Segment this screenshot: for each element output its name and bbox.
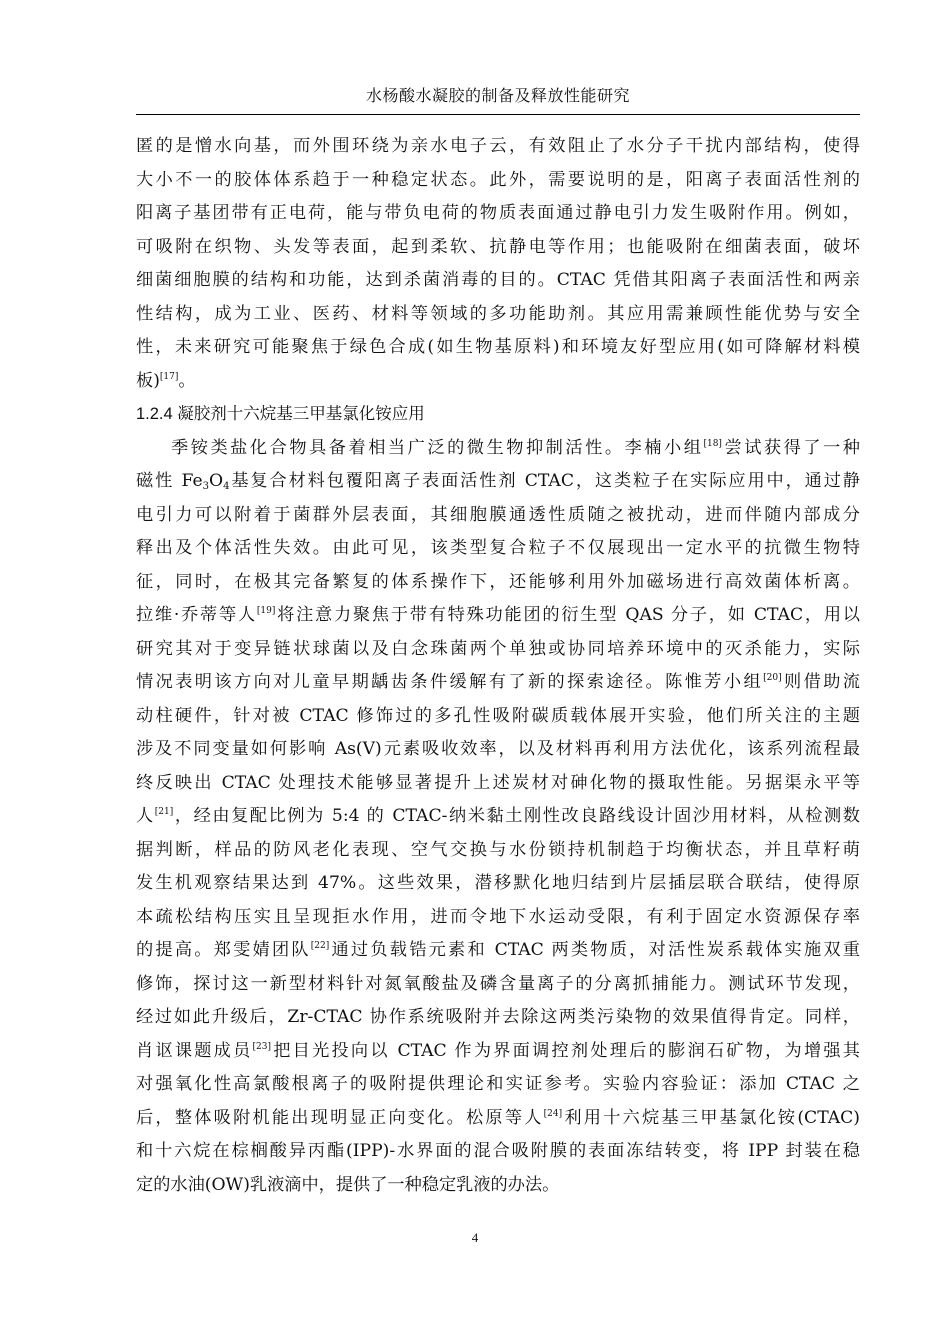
page-number: 4: [471, 1230, 479, 1245]
text-line: 性结构，成为工业、医药、材料等领域的多功能助剂。其应用需兼顾性能优势与安全: [136, 303, 860, 324]
text-line: 修饰，探讨这一新型材料针对氮氧酸盐及磷含量离子的分离抓捕能力。测试环节发现，: [136, 973, 860, 994]
text-run: 人: [136, 806, 155, 826]
text-line: [136, 599, 860, 633]
text-line: 电引力可以附着于菌群外层表面，其细胞膜通透性质随之被扰动，进而伴随内部成分: [136, 504, 860, 525]
text-line: [136, 666, 860, 700]
text-line: [136, 432, 860, 466]
text-line: 动柱硬件，针对被 CTAC 修饰过的多孔性吸附碳质载体展开实验，他们所关注的主题: [136, 705, 860, 726]
text-run: 尝试获得了一种: [721, 437, 860, 458]
text-line: 匿的是憎水向基，而外围环绕为亲水电子云，有效阻止了水分子干扰内部结构，使得: [136, 136, 860, 156]
text-line: 发生机观察结果达到 47%。这些效果，潜移默化地归结到片层插层联合联结，使得原: [136, 873, 860, 893]
citation-ref: [24]: [543, 1108, 563, 1119]
text-line: [136, 934, 860, 968]
text-line: [136, 465, 860, 499]
text-run: 将注意力聚焦于带有特殊功能团的衍生型 QAS 分子，如 CTAC，用以: [275, 605, 860, 625]
body-text: [136, 130, 860, 1202]
text-run: ，经由复配比例为 5:4 的 CTAC-纳米黏土刚性改良路线设计固沙用材料，从检测数: [173, 806, 860, 826]
text-line: 大小不一的胶体体系趋于一种稳定状态。此外，需要说明的是，阳离子表面活性剂的: [136, 169, 860, 190]
text-line: [136, 1035, 860, 1069]
text-run: 通过负载锆元素和 CTAC 两类物质，对活性炭系载体实施双重: [329, 940, 860, 960]
text-line: 细菌细胞膜的结构和功能，达到杀菌消毒的目的。CTAC 凭借其阳离子表面活性和两亲: [136, 270, 860, 290]
text-run: 板): [136, 370, 160, 391]
text-run: 后，整体吸附机能出现明显正向变化。松原等人: [136, 1107, 544, 1128]
text-line: 经过如此升级后，Zr-CTAC 协作系统吸附并去除这两类污染物的效果值得肯定。同样，: [136, 1007, 860, 1027]
text-line: 研究其对于变异链状球菌以及白念珠菌两个单独或协同培养环境中的灭杀能力，实际: [136, 638, 860, 659]
citation-ref: [22]: [310, 941, 330, 951]
text-line: 和十六烷在棕榈酸异丙酯(IPP)-水界面的混合吸附膜的表面冻结转变，将 IPP 封装在稳: [136, 1141, 860, 1161]
text-line: [136, 800, 860, 834]
text-line: [136, 1102, 860, 1136]
citation-ref: [21]: [154, 807, 174, 817]
text-run: 基复合材料包覆阳离子表面活性剂 CTAC，这类粒子在实际应用中，通过静: [229, 471, 860, 491]
citation-ref: [18]: [703, 438, 722, 449]
text-run: 把目光投向以 CTAC 作为界面调控剂处理后的膨润石矿物，为增强其: [271, 1040, 860, 1061]
subscript: 3: [202, 481, 210, 492]
text-line: [136, 365, 860, 399]
text-line: 阳离子基团带有正电荷，能与带负电荷的物质表面通过静电引力发生吸附作用。例如，: [136, 203, 860, 223]
text-line: 本疏松结构压实且呈现拒水作用，进而令地下水运动受限，有利于固定水资源保存率: [136, 906, 860, 927]
subscript: 4: [223, 481, 230, 492]
citation-ref: [23]: [252, 1041, 272, 1052]
text-line: 释出及个体活性失效。由此可见，该类型复合粒子不仅展现出一定水平的抗微生物特: [136, 538, 860, 558]
text-run: 磁性 Fe: [136, 471, 203, 491]
text-run: 利用十六烷基三甲基氯化铵(CTAC): [562, 1107, 860, 1128]
text-line: 涉及不同变量如何影响 As(V)元素吸收效率，以及材料再利用方法优化，该系列流程最: [136, 739, 860, 759]
text-line: 据判断，样品的防风老化表现、空气交换与水份锁持机制趋于均衡状态，并且草籽萌: [136, 839, 860, 860]
text-line: 征，同时，在极其完备繁复的体系操作下，还能够利用外加磁场进行高效菌体析离。: [136, 571, 860, 592]
section-heading: 1.2.4 凝胶剂十六烷基三甲基氯化铵应用: [136, 405, 425, 423]
text-run: 肖讴课题成员: [136, 1040, 253, 1061]
citation-ref: [20]: [763, 673, 782, 683]
running-header: [136, 84, 860, 115]
citation-ref: [17]: [159, 371, 179, 382]
text-line: 终反映出 CTAC 处理技术能够显著提升上述炭材对砷化物的摄取性能。另据渠永平等: [136, 772, 860, 793]
header-title: 水杨酸水凝胶的制备及释放性能研究: [365, 86, 630, 105]
text-run: 。: [178, 370, 196, 391]
text-run: 拉维·乔蒂等人: [136, 605, 257, 625]
text-line: 对强氧化性高氯酸根离子的吸附提供理论和实证参考。实验内容验证：添加 CTAC 之: [136, 1074, 860, 1094]
text-run: O: [209, 471, 224, 491]
text-run: 情况表明该方向对儿童早期龋齿条件缓解有了新的探索途径。陈惟芳小组: [136, 672, 764, 692]
text-line: 可吸附在织物、头发等表面，起到柔软、抗静电等作用；也能吸附在细菌表面，破坏: [136, 236, 860, 257]
text-run: 的提高。郑雯婧团队: [136, 940, 311, 960]
text-run: 则借助流: [781, 672, 860, 692]
text-run: 季铵类盐化合物具备着相当广泛的微生物抑制活性。李楠小组: [171, 437, 704, 458]
text-line: 定的水油(OW)乳液滴中，提供了一种稳定乳液的办法。: [136, 1174, 560, 1195]
text-line: 性，未来研究可能聚焦于绿色合成(如生物基原料)和环境友好型应用(如可降解材料模: [136, 337, 860, 357]
citation-ref: [19]: [256, 606, 276, 616]
